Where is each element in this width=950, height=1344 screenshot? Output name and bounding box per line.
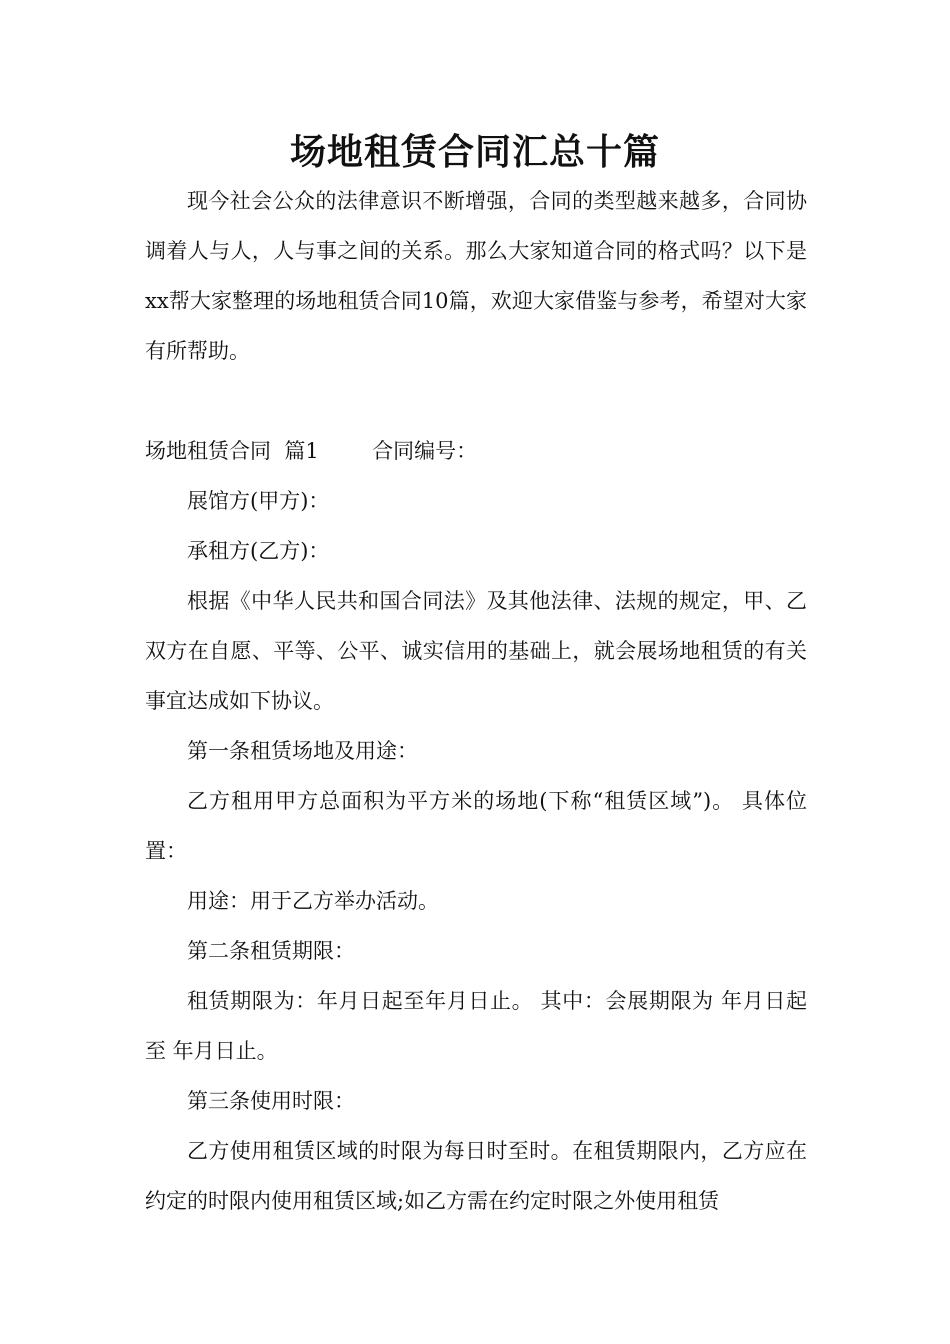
basis-paragraph: 根据《中华人民共和国合同法》及其他法律、法规的规定，甲、乙双方在自愿、平等、公平、诚实信用的基础上，就会展场地租赁的有关事宜达成如下协议。 xyxy=(145,589,807,713)
article2-text: 租赁期限为：年月日起至年月日止。 其中：会展期限为 年月日起至 年月日止。 xyxy=(145,989,807,1063)
intro-paragraph: 现今社会公众的法律意识不断增强，合同的类型越来越多，合同协调着人与人，人与事之间的关系。那么大家知道合同的格式吗？以下是xx帮大家整理的场地租赁合同10篇，欢迎大家借鉴与参考，希望对大家有所帮助。 xyxy=(145,189,807,363)
section1-heading: 场地租赁合同 篇1 合同编号： xyxy=(145,439,478,463)
document-title: 场地租赁合同汇总十篇 xyxy=(289,131,660,173)
article2-title: 第二条租赁期限： xyxy=(187,939,355,963)
party-b-line: 承租方(乙方)： xyxy=(187,539,330,563)
article1-text: 乙方租用甲方总面积为平方米的场地(下称“租赁区域”)。 具体位置： xyxy=(145,789,807,863)
article3-text: 乙方使用租赁区域的时限为每日时至时。在租赁期限内，乙方应在约定的时限内使用租赁区域;如乙方需在约定时限之外使用租赁 xyxy=(145,1139,807,1213)
article1-title: 第一条租赁场地及用途： xyxy=(187,739,418,763)
article3-title: 第三条使用时限： xyxy=(187,1089,355,1113)
document-body xyxy=(145,176,807,1226)
party-a-line: 展馆方(甲方)： xyxy=(187,489,330,513)
paragraph-spacer xyxy=(145,376,807,426)
article1-usage: 用途：用于乙方举办活动。 xyxy=(187,889,439,913)
